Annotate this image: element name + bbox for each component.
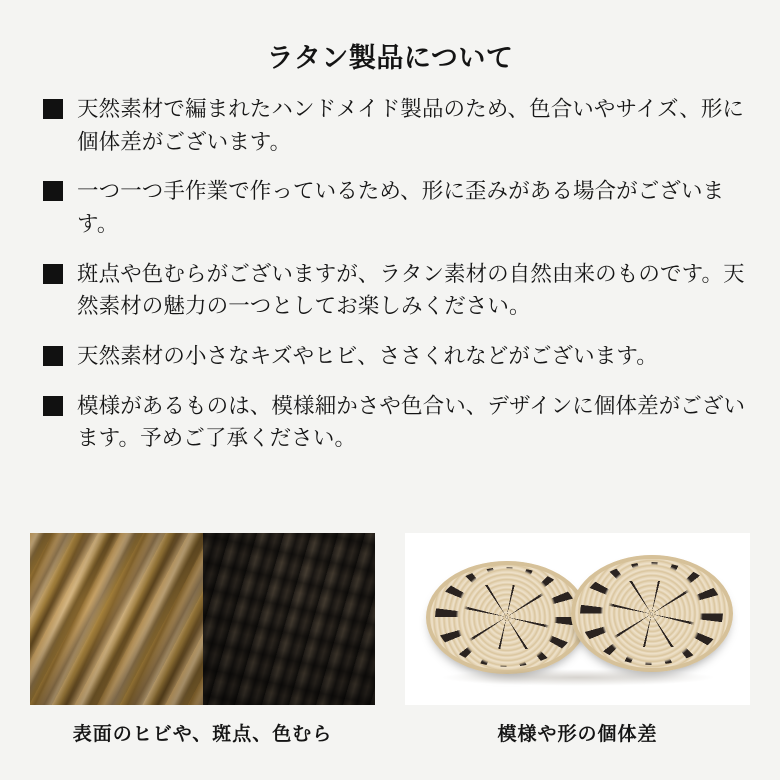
two-patterned-rattan-baskets-image	[405, 533, 750, 705]
list-item	[30, 258, 750, 323]
figure-row	[30, 533, 750, 746]
rattan-baskets-photo	[405, 533, 750, 705]
figure-caption: 模様や形の個体差	[497, 724, 658, 745]
note-text: 天然素材で編まれたハンドメイド製品のため、色合いやサイズ、形に個体差がございます。	[77, 97, 745, 154]
note-text: 天然素材の小さなキズやヒビ、ささくれなどがございます。	[77, 344, 658, 369]
figure-surface-texture	[30, 533, 375, 746]
square-bullet-icon	[43, 99, 63, 119]
basket-rim	[426, 561, 588, 675]
basket-drop-shadow	[440, 669, 716, 686]
basket-right	[571, 555, 733, 672]
square-bullet-icon	[43, 181, 63, 201]
figure-pattern-variation	[405, 533, 750, 746]
light-rattan-weave-image	[30, 533, 203, 705]
basket-left	[426, 561, 588, 675]
square-bullet-icon	[43, 264, 63, 284]
figure-caption: 表面のヒビや、斑点、色むら	[72, 724, 333, 745]
list-item	[30, 93, 750, 158]
square-bullet-icon	[43, 346, 63, 366]
note-text: 模様があるものは、模様細かさや色合い、デザインに個体差がございます。予めご了承ください。	[77, 393, 746, 451]
list-item	[30, 175, 750, 240]
basket-rim	[571, 555, 733, 672]
list-item	[30, 390, 750, 455]
note-text: 斑点や色むらがございますが、ラタン素材の自然由来のものです。天然素材の魅力の一つとしてお楽しみください。	[77, 261, 745, 319]
list-item	[30, 340, 750, 373]
page-title: ラタン製品について	[266, 43, 514, 73]
rattan-texture-photo	[30, 533, 375, 705]
notes-list	[30, 93, 750, 455]
dark-rattan-weave-image	[203, 533, 376, 705]
square-bullet-icon	[43, 396, 63, 416]
note-text: 一つ一つ手作業で作っているため、形に歪みがある場合がございます。	[77, 179, 725, 237]
